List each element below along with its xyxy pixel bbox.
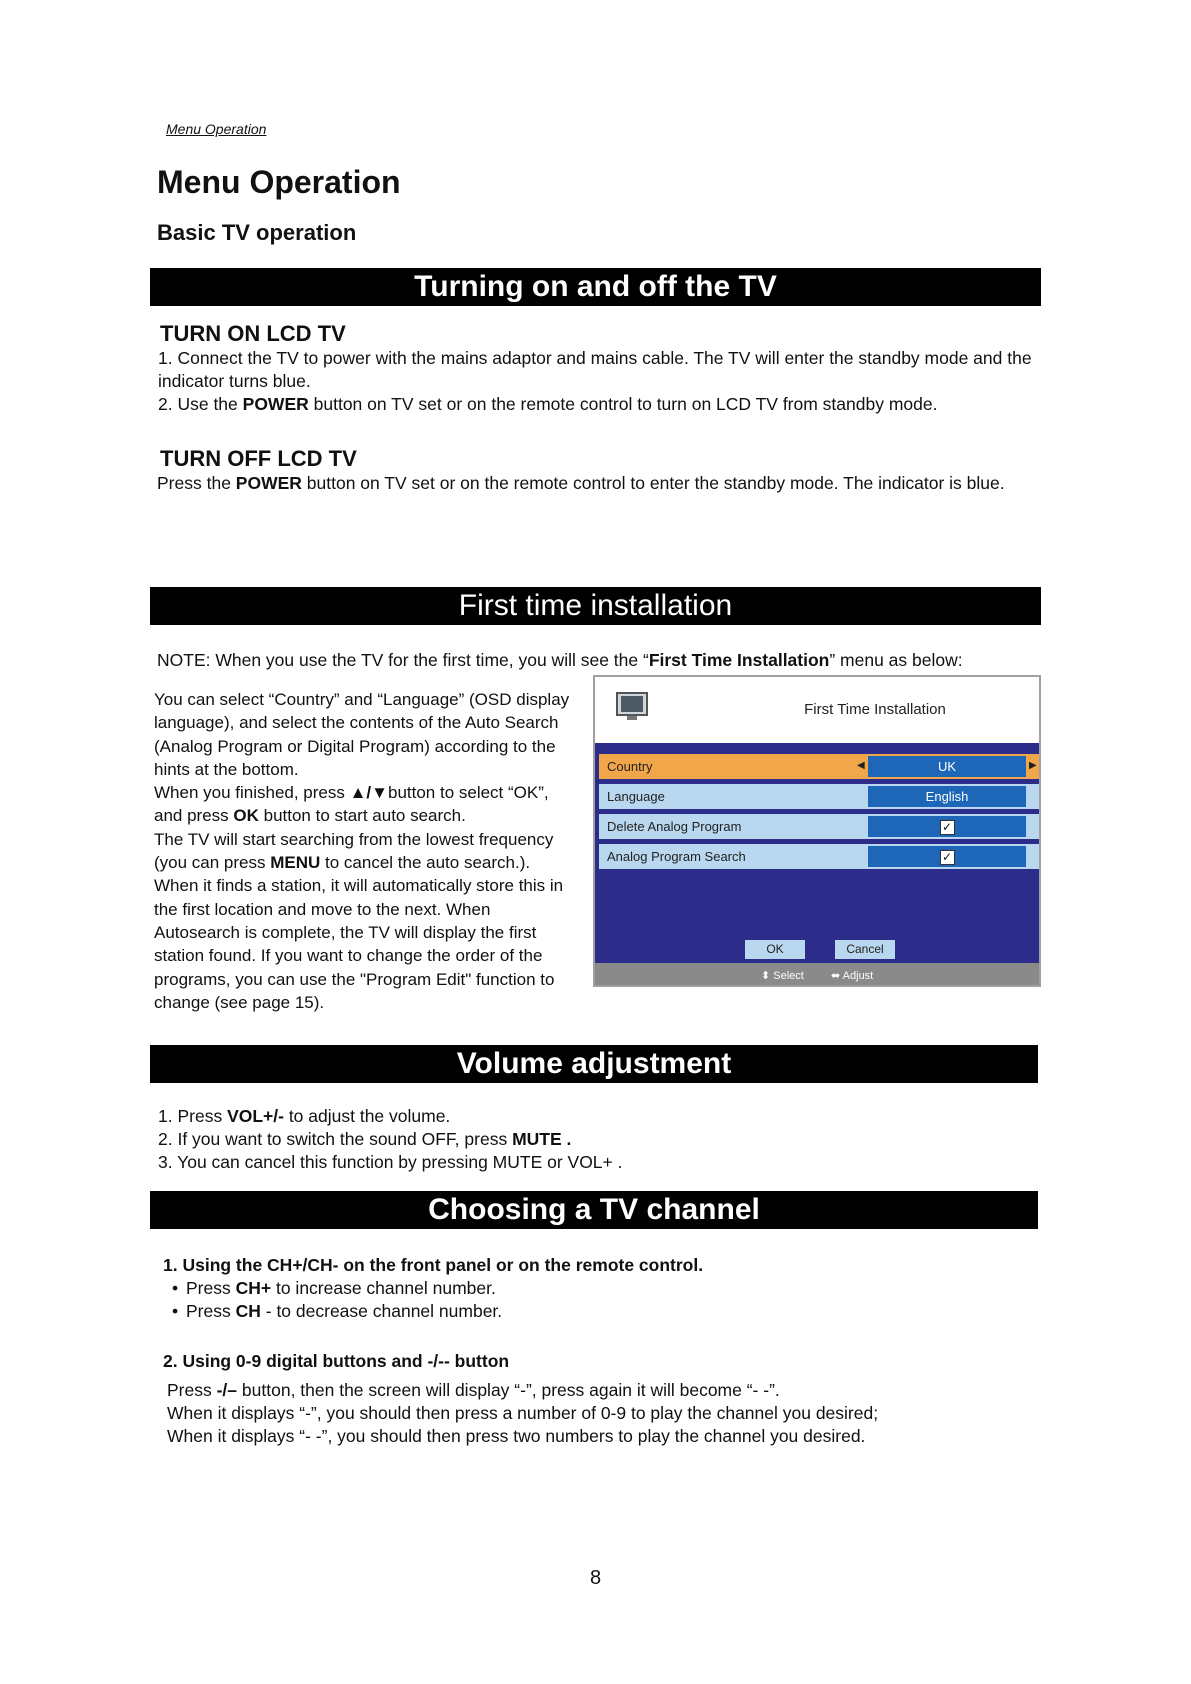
osd-title: First Time Installation bbox=[804, 701, 946, 718]
osd-row-label: Language bbox=[607, 789, 665, 804]
section-bar-on-off: Turning on and off the TV bbox=[150, 268, 1041, 306]
turn-off-heading: TURN OFF LCD TV bbox=[160, 446, 357, 471]
osd-cancel-button[interactable]: Cancel bbox=[835, 940, 895, 959]
osd-language-value: English bbox=[868, 786, 1026, 807]
channel-method-2-heading: 2. Using 0-9 digital buttons and -/-- button bbox=[163, 1351, 510, 1371]
osd-row-label: Country bbox=[607, 759, 653, 774]
osd-delete-analog-value bbox=[868, 816, 1026, 837]
first-time-installation-menu bbox=[593, 675, 1041, 987]
arrow-right-icon: ▶ bbox=[1029, 760, 1037, 771]
osd-analog-search-value bbox=[868, 846, 1026, 867]
turn-on-heading: TURN ON LCD TV bbox=[160, 321, 346, 346]
osd-row-analog-search[interactable] bbox=[599, 844, 1039, 869]
arrow-left-icon: ◀ bbox=[857, 760, 865, 771]
volume-step-2: 2. If you want to switch the sound OFF, press MUTE . bbox=[158, 1129, 572, 1149]
section-bar-first-install: First time installation bbox=[150, 587, 1041, 625]
osd-row-label: Delete Analog Program bbox=[607, 819, 742, 834]
osd-row-language[interactable] bbox=[599, 784, 1039, 809]
osd-header bbox=[595, 677, 1039, 743]
volume-step-1: 1. Press VOL+/- to adjust the volume. bbox=[158, 1106, 451, 1126]
turn-on-step-1: 1. Connect the TV to power with the mains adaptor and mains cable. The TV will enter the standby mode and the indicator turns blue. bbox=[158, 348, 1032, 391]
turn-on-text bbox=[158, 347, 1040, 416]
running-header: Menu Operation bbox=[166, 121, 267, 137]
hint-adjust: ⬌ Adjust bbox=[831, 970, 874, 982]
page-subtitle: Basic TV operation bbox=[157, 220, 357, 245]
list-item: • Press CH - to decrease channel number. bbox=[168, 1300, 1028, 1323]
hint-select: ⬍ Select bbox=[761, 970, 804, 982]
osd-row-label: Analog Program Search bbox=[607, 849, 746, 864]
volume-steps bbox=[158, 1105, 1038, 1174]
checkbox-icon: ✓ bbox=[940, 850, 955, 865]
channel-method-1-list bbox=[168, 1277, 1028, 1323]
osd-row-country[interactable] bbox=[599, 754, 1039, 779]
turn-on-step-2: 2. Use the POWER button on TV set or on the remote control to turn on LCD TV from standby mode. bbox=[158, 394, 938, 414]
channel-method-2-text: Press -/– button, then the screen will display “-”, press again it will become “- -”. When it displays “-”, you should then press a number of 0-9 to play the channel you desired; When it displays “- -”, you should then press two numbers to play the channel you desired. bbox=[167, 1380, 879, 1446]
first-install-note: NOTE: When you use the TV for the first time, you will see the “First Time Installation” menu as below: bbox=[157, 650, 963, 670]
checkbox-icon: ✓ bbox=[940, 820, 955, 835]
turn-off-text: Press the POWER button on TV set or on the remote control to enter the standby mode. The indicator is blue. bbox=[157, 473, 1005, 493]
osd-country-value: UK bbox=[868, 756, 1026, 777]
tv-icon bbox=[615, 691, 649, 721]
osd-row-delete-analog[interactable] bbox=[599, 814, 1039, 839]
section-bar-volume: Volume adjustment bbox=[150, 1045, 1038, 1083]
section-bar-channel: Choosing a TV channel bbox=[150, 1191, 1038, 1229]
osd-hint-bar bbox=[595, 963, 1039, 987]
page-title: Menu Operation bbox=[157, 164, 401, 200]
volume-step-3: 3. You can cancel this function by pressing MUTE or VOL+ . bbox=[158, 1152, 623, 1172]
list-item: • Press CH+ to increase channel number. bbox=[168, 1277, 1028, 1300]
channel-method-1-heading: 1. Using the CH+/CH- on the front panel or on the remote control. bbox=[163, 1255, 704, 1275]
page-number: 8 bbox=[589, 1567, 602, 1589]
osd-ok-button[interactable]: OK bbox=[745, 940, 805, 959]
first-install-body: You can select “Country” and “Language” (OSD display language), and select the contents of the Auto Search (Analog Program or Digital Program) according to the hints at the bottom. When you finished, press ▲/▼button to select “OK”, and press OK button to start auto search. The TV will start searching from the lowest frequency (you can press MENU to cancel the auto search.). When it finds a station, it will automatically store this in the first location and move to the next. When Autosearch is complete, the TV will display the first station found. If you want to change the order of the programs, you can use the "Program Edit" function to change (see page 15). bbox=[154, 690, 570, 1012]
